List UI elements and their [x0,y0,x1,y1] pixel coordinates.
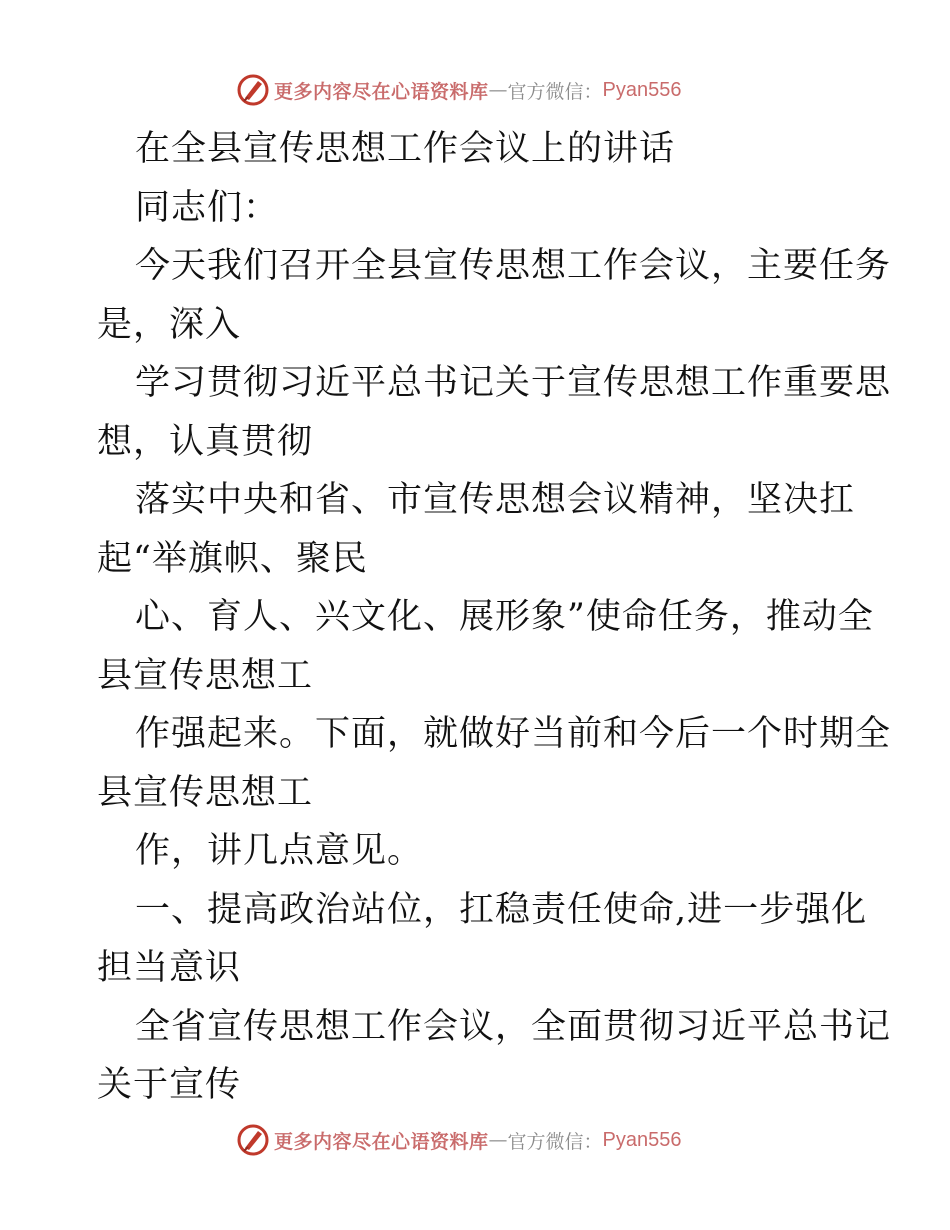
text-line: 关于宣传 [97,1065,242,1105]
text-line: 作，讲几点意见。 [135,831,424,871]
banner-wechat-id: Pyan556 [602,78,682,101]
banner-sub-text: 官方微信： [507,80,603,103]
text-line: 是，深入 [97,304,242,345]
header-banner [236,72,682,108]
text-line: 县宣传思想工 [97,772,314,813]
text-line: 县宣传思想工 [97,655,314,696]
document-body [97,120,892,1115]
text-line: 想，认真贯彻 [97,421,314,462]
text-line: 担当意识 [97,948,242,988]
quill-logo-icon [236,73,270,107]
text-line: 同志们： [135,187,280,228]
text-line: 心、育人、兴文化、展形象”使命任务，推动全 [135,597,874,637]
text-line: 全省宣传思想工作会议，全面贯彻习近平总书记 [135,1006,892,1047]
text-line: 在全县宣传思想工作会议上的讲话 [135,129,676,169]
text-line: 落实中央和省、市宣传思想会议精神，坚决扛 [135,480,856,520]
banner-main-text: 更多内容尽在心语资料库 [274,1130,489,1153]
text-line: 作强起来。下面，就做好当前和今后一个时期全 [135,714,892,754]
text-line: 起“举旗帜、聚民 [97,538,368,579]
text-line: 学习贯彻习近平总书记关于宣传思想工作重要思 [135,363,892,403]
text-line: 今天我们召开全县宣传思想工作会议，主要任务 [135,246,892,286]
text-line: 一、提高政治站位，扛稳责任使命,进一步强化 [135,889,868,930]
banner-main-text: 更多内容尽在心语资料库 [274,80,489,103]
banner-dash: — [488,1129,508,1151]
banner-dash: — [488,79,508,101]
banner-sub-text: 官方微信： [507,1130,603,1153]
banner-wechat-id: Pyan556 [602,1128,682,1151]
footer-banner [236,1122,682,1158]
quill-logo-icon [236,1123,270,1157]
